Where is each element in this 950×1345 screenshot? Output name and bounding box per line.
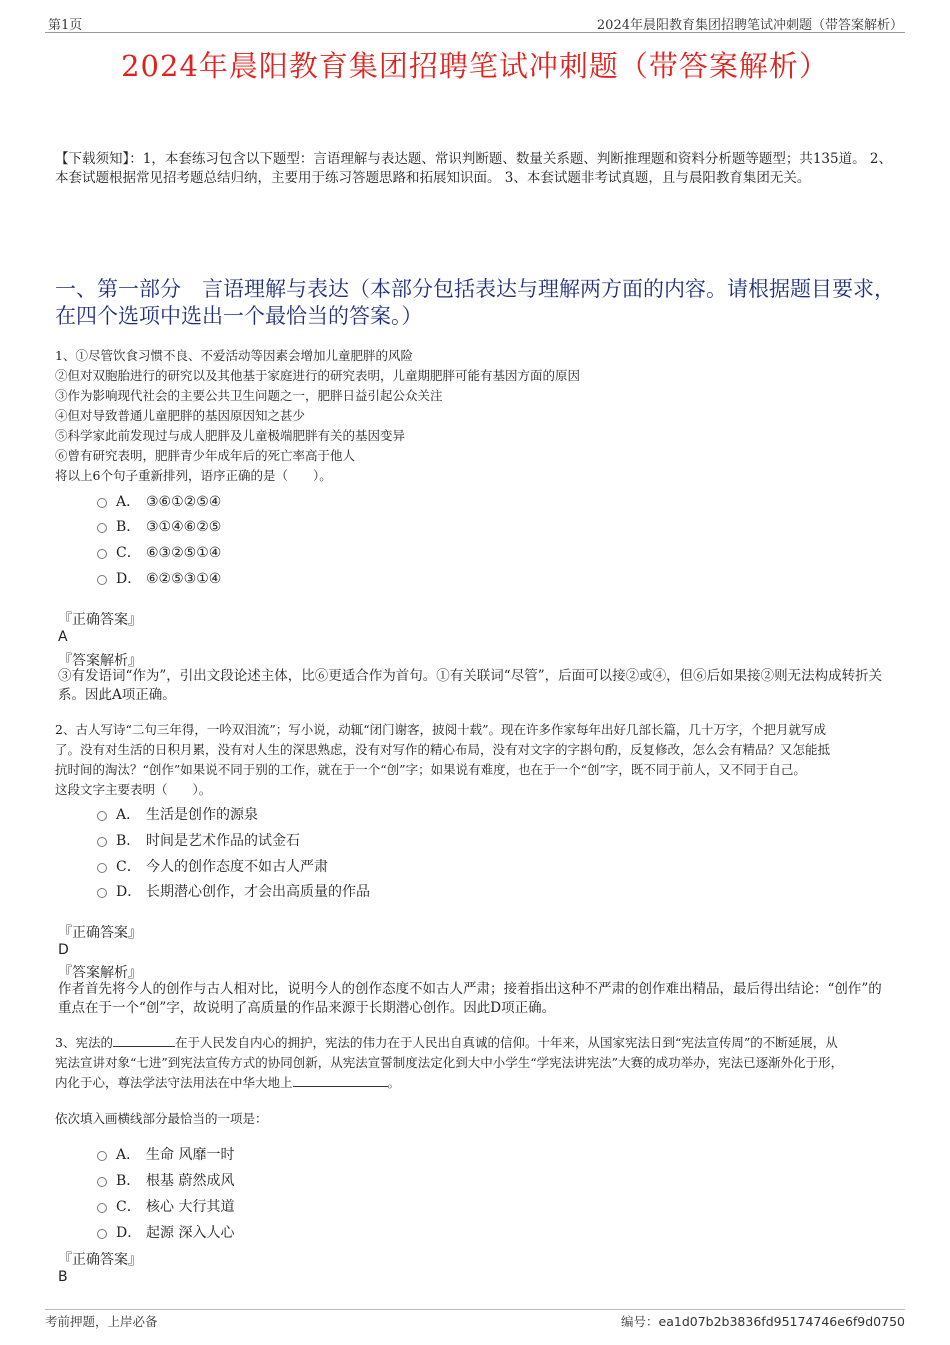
option-letter: B． <box>116 1173 141 1189</box>
question-1-answer: A <box>58 629 68 645</box>
stem-line: ⑤科学家此前发现过与成人肥胖及儿童极端肥胖有关的基因变异 <box>55 428 406 443</box>
download-notice: 【下载须知】：1，本套练习包含以下题型：言语理解与表达题、常识判断题、数量关系题、判断推理题和资料分析题等题型；共135道。 2、本套试题根据常见招考题总结归纳，主要用于练习答题思路和拓展知识面。 3、本套试题非考试真题，且与晨阳教育集团无关。 <box>55 151 892 186</box>
question-2-answer: D <box>58 942 69 958</box>
question-1-option-a[interactable] <box>97 491 221 511</box>
explanation-label: 『答案解析』 <box>58 965 142 981</box>
page-title: 2024年晨阳教育集团招聘笔试冲刺题（带答案解析） <box>121 49 829 83</box>
option-letter: D． <box>116 1225 142 1241</box>
correct-answer-label: 『正确答案』 <box>58 925 142 941</box>
stem-line: 了。没有对生活的日积月累，没有对人生的深思熟虑，没有对写作的精心布局，没有对文字的字斟句酌，反复修改，怎么会有精品？又怎能抵 <box>55 742 831 757</box>
stem-line: ⑥曾有研究表明，肥胖青少年成年后的死亡率高于他人 <box>55 448 356 463</box>
stem-line: ②但对双胞胎进行的研究以及其他基于家庭进行的研究表明，儿童期肥胖可能有基因方面的原因 <box>55 368 581 383</box>
explanation-label: 『答案解析』 <box>58 653 142 669</box>
radio-button[interactable] <box>97 1229 107 1239</box>
stem-line: 抗时间的淘汰？“创作”如果说不同于别的工作，就在于一个“创”字；如果说有难度，也在于一个“创”字，既不同于前人，又不同于自己。 <box>55 762 806 777</box>
stem-line: ③作为影响现代社会的主要公共卫生问题之一，肥胖日益引起公众关注 <box>55 388 443 403</box>
correct-answer-label: 『正确答案』 <box>58 1252 142 1268</box>
question-2-option-b[interactable] <box>97 830 300 850</box>
radio-button[interactable] <box>97 575 107 585</box>
header-divider <box>45 32 905 33</box>
option-text: 时间是艺术作品的试金石 <box>146 833 300 849</box>
option-text: ⑥②⑤③①④ <box>146 571 222 587</box>
option-letter: D． <box>116 884 142 900</box>
stem-line: 宪法宣讲对象“七进”到宪法宣传方式的协同创新，从宪法宣誓制度法定化到大中小学生“学宪法讲宪法”大赛的成功举办，宪法已逐渐外化于形， <box>55 1055 844 1070</box>
question-3-answer: B <box>58 1269 68 1285</box>
stem-text: 。 <box>387 1075 401 1090</box>
radio-button[interactable] <box>97 1177 107 1187</box>
option-text: 核心 大行其道 <box>146 1199 235 1215</box>
question-3-option-d[interactable] <box>97 1222 234 1242</box>
option-text: 根基 蔚然成风 <box>146 1173 235 1189</box>
question-3-stem <box>55 1033 895 1093</box>
stem-text: 内化于心，尊法学法守法用法在中华大地上 <box>55 1075 293 1090</box>
question-3-option-b[interactable] <box>97 1170 234 1190</box>
stem-line: ④但对导致普通儿童肥胖的基因原因知之甚少 <box>55 408 306 423</box>
radio-button[interactable] <box>97 863 107 873</box>
radio-button[interactable] <box>97 523 107 533</box>
header-doc-title: 2024年晨阳教育集团招聘笔试冲刺题（带答案解析） <box>596 18 903 33</box>
option-letter: C． <box>116 859 141 875</box>
radio-button[interactable] <box>97 498 107 508</box>
stem-text: 在于人民发自内心的拥护，宪法的伟力在于人民出自真诚的信仰。十年来，从国家宪法日到“宪法宣传周”的不断延展，从 <box>174 1035 838 1050</box>
radio-button[interactable] <box>97 811 107 821</box>
section-title: 一、第一部分 言语理解与表达（本部分包括表达与理解两方面的内容。请根据题目要求，在四个选项中选出一个最恰当的答案。） <box>55 277 895 328</box>
stem-line: 1、①尽管饮食习惯不良、不爱活动等因素会增加儿童肥胖的风险 <box>55 348 413 363</box>
option-text: 长期潜心创作，才会出高质量的作品 <box>146 884 370 900</box>
question-2-option-c[interactable] <box>97 856 328 876</box>
question-2-option-d[interactable] <box>97 881 370 901</box>
question-1-stem <box>55 346 895 486</box>
radio-button[interactable] <box>97 837 107 847</box>
option-text: ③⑥①②⑤④ <box>146 494 222 510</box>
option-text: 起源 深入人心 <box>146 1225 235 1241</box>
option-letter: A． <box>116 1147 141 1163</box>
question-2-option-a[interactable] <box>97 804 258 824</box>
question-3-option-c[interactable] <box>97 1196 234 1216</box>
option-letter: C． <box>116 1199 141 1215</box>
fill-blank-2 <box>293 1074 388 1087</box>
option-letter: A． <box>116 494 141 510</box>
option-letter: B． <box>116 519 141 535</box>
question-1-option-c[interactable] <box>97 542 221 562</box>
stem-line <box>55 1073 895 1093</box>
stem-line: 将以上6个句子重新排列，语序正确的是（ ）。 <box>55 468 332 483</box>
question-1-option-b[interactable] <box>97 516 221 536</box>
footer-divider <box>45 1309 905 1310</box>
radio-button[interactable] <box>97 549 107 559</box>
option-text: ⑥③②⑤①④ <box>146 545 222 561</box>
correct-answer-label: 『正确答案』 <box>58 612 142 628</box>
stem-text: 3、宪法的 <box>55 1035 113 1050</box>
option-letter: A． <box>116 807 141 823</box>
footer-code-label: 编号： <box>621 1314 659 1329</box>
fill-blank-1 <box>113 1034 175 1047</box>
option-text: 生活是创作的源泉 <box>146 807 258 823</box>
option-text: 今人的创作态度不如古人严肃 <box>146 859 328 875</box>
question-2-stem <box>55 720 895 800</box>
stem-line: 这段文字主要表明（ ）。 <box>55 782 212 797</box>
stem-line <box>55 1033 895 1053</box>
question-3-prompt: 依次填入画横线部分最恰当的一项是： <box>55 1111 268 1126</box>
option-letter: B． <box>116 833 141 849</box>
radio-button[interactable] <box>97 1151 107 1161</box>
question-1-option-d[interactable] <box>97 568 221 588</box>
question-3-option-a[interactable] <box>97 1144 234 1164</box>
footer-slogan: 考前押题，上岸必备 <box>45 1314 158 1329</box>
radio-button[interactable] <box>97 888 107 898</box>
option-letter: C． <box>116 545 141 561</box>
footer-code <box>621 1312 905 1330</box>
question-2-explanation: 作者首先将今人的创作与古人相对比，说明今人的创作态度不如古人严肃；接着指出这种不严肃的创作难出精品，最后得出结论：“创作”的重点在于一个“创”字，故说明了高质量的作品来源于长期潜心创作。因此D项正确。 <box>58 981 882 1016</box>
stem-line: 2、古人写诗“二句三年得，一吟双泪流”；写小说，动辄“闭门谢客，披阅十载”。现在许多作家每年出好几部长篇，几十万字，个把月就写成 <box>55 722 827 737</box>
option-letter: D． <box>116 571 142 587</box>
footer-code-value: ea1d07b2b3836fd95174746e6f9d0750 <box>658 1314 905 1329</box>
page-number: 第1页 <box>48 18 83 33</box>
question-1-explanation: ③有发语词“作为”，引出文段论述主体，比⑥更适合作为首句。①有关联词“尽管”，后面可以接②或④，但⑥后如果接②则无法构成转折关系。因此A项正确。 <box>58 668 883 703</box>
option-text: ③①④⑥②⑤ <box>146 519 222 535</box>
radio-button[interactable] <box>97 1203 107 1213</box>
option-text: 生命 风靡一时 <box>146 1147 235 1163</box>
